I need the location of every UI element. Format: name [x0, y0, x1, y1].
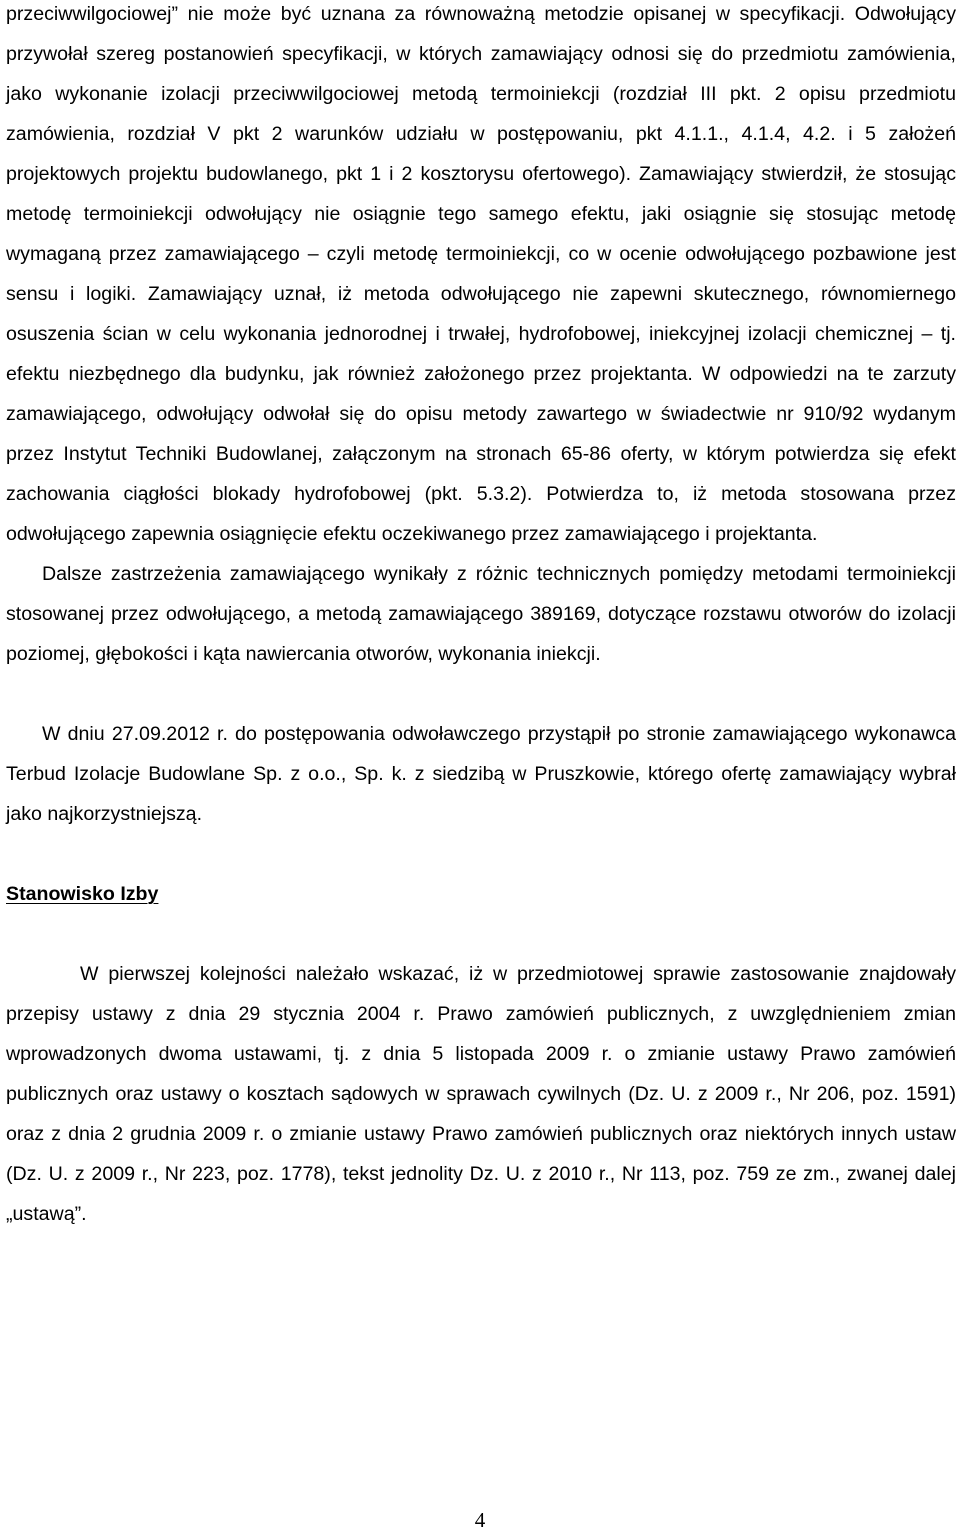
section-heading-stanowisko-izby: Stanowisko Izby: [6, 883, 159, 905]
paragraph-przystapienie: W dniu 27.09.2012 r. do postępowania odwoławczego przystąpił po stronie zamawiającego wykonawca Terbud Izolacje Budowlane Sp. z o.o., Sp. k. z siedzibą w Pruszkowie, którego ofertę zamawiający wybrał jako najkorzystniejszą.: [6, 723, 956, 825]
paragraph-odwolujacy-argumenty: przeciwwilgociowej” nie może być uznana za równoważną metodzie opisanej w specyfikacji. Odwołujący przywołał szereg postanowień specyfikacji, w których zamawiający odnosi się do przedmiotu zamówienia, jako wykonanie izolacji przeciwwilgociowej metodą termoiniekcji (rozdział III pkt. 2 opisu przedmiotu zamówienia, rozdział V pkt 2 warunków udziału w postępowaniu, pkt 4.1.1., 4.1.4, 4.2. i 5 założeń projektowych projektu budowlanego, pkt 1 i 2 kosztorysu ofertowego). Zamawiający stwierdził, że stosując metodę termoiniekcji odwołujący nie osiągnie tego samego efektu, jaki osiągnie się stosując metodę wymaganą przez zamawiającego – czyli metodę termoiniekcji, co w ocenie odwołującego pozbawione jest sensu i logiki. Zamawiający uznał, iż metoda odwołującego nie zapewni skutecznego, równomiernego osuszenia ścian w celu wykonania jednorodnej i trwałej, hydrofobowej, iniekcyjnej izolacji chemicznej – tj. efektu niezbędnego dla budynku, jak również założonego przez projektanta. W odpowiedzi na te zarzuty zamawiającego, odwołujący odwołał się do opisu metody zawartego w świadectwie nr 910/92 wydanym przez Instytut Techniki Budowlanej, załączonym na stronach 65-86 oferty, w którym potwierdza się efekt zachowania ciągłości blokady hydrofobowej (pkt. 5.3.2). Potwierdza to, iż metoda stosowana przez odwołującego zapewnia osiągnięcie efektu oczekiwanego przez zamawiającego i projektanta.: [6, 3, 956, 545]
paragraph-stanowisko: W pierwszej kolejności należało wskazać, iż w przedmiotowej sprawie zastosowanie znajdowały przepisy ustawy z dnia 29 stycznia 2004 r. Prawo zamówień publicznych, z uwzględnieniem zmian wprowadzonych dwoma ustawami, tj. z dnia 5 listopada 2009 r. o zmianie ustawy Prawo zamówień publicznych oraz ustawy o kosztach sądowych w sprawach cywilnych (Dz. U. z 2009 r., Nr 206, poz. 1591) oraz z dnia 2 grudnia 2009 r. o zmianie ustawy Prawo zamówień publicznych oraz niektórych innych ustaw (Dz. U. z 2009 r., Nr 223, poz. 1778), tekst jednolity Dz. U. z 2010 r., Nr 113, poz. 759 ze zm., zwanej dalej „ustawą”.: [6, 963, 956, 1225]
document-page: [6, 0, 956, 1234]
paragraph-dalsze-zastrzezenia: Dalsze zastrzeżenia zamawiającego wynikały z różnic technicznych pomiędzy metodami termoiniekcji stosowanej przez odwołującego, a metodą zamawiającego 389169, dotyczące rozstawu otworów do izolacji poziomej, głębokości i kąta nawiercania otworów, wykonania iniekcji.: [6, 563, 956, 665]
page-number: 4: [474, 1508, 486, 1532]
